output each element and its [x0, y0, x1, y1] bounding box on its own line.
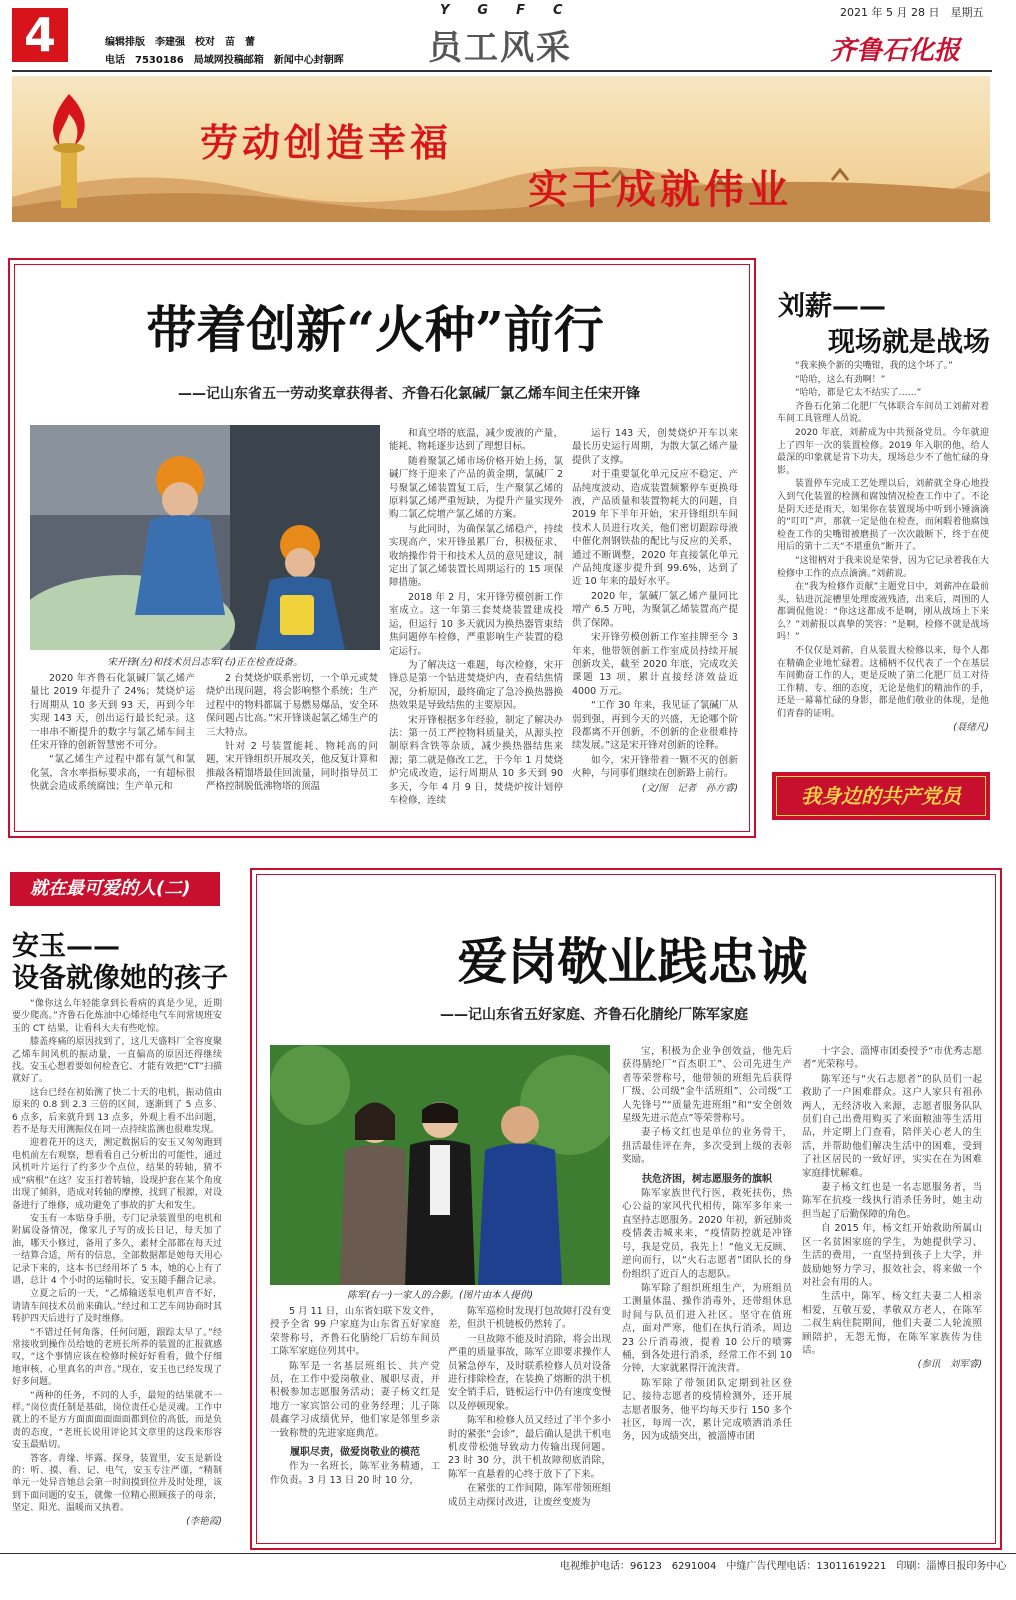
paragraph: 作为一名班长，陈军业务精通，工作负责。3 月 13 日 20 时 10 分，: [270, 1461, 440, 1486]
paragraph: 妻子杨文红也是单位的业务骨干，扭活最佳评在奔，多次受到上级的表彰奖励。: [622, 1127, 792, 1166]
sidebar2-title-line1: 安玉——: [12, 931, 120, 962]
article1-column-1: [30, 672, 195, 795]
editor-info: [105, 34, 344, 70]
great-wall-illustration: [12, 152, 990, 222]
article2-photo-caption: 陈军(右一)一家人的合影。(图片由本人提供): [347, 1290, 533, 1301]
paragraph: 答客、青缘、毕露、探身，装置里，安玉是新设的：听、摸、看、记、电气，安玉专注严谨，“精制单元一处异音她总会第一时间摸到位并及时处理，该到下面问题的安玉，就像一位精心照顾孩子的母亲，坚定、阳光、温暖而又执着。: [12, 1453, 222, 1514]
banner-slogan-1: 劳动创造幸福: [200, 120, 453, 165]
article2-subhead-2: 扶危济困，树志愿服务的旗帜: [642, 1173, 772, 1185]
article2-column-4: [802, 1045, 982, 1372]
article1-photo-caption: 宋开锋(左)和技术员吕志军(右)正在检查设备。: [107, 657, 303, 668]
paragraph: “哈哈，这么有劲啊！”: [795, 374, 886, 385]
article2-byline: (参讯 刘军睿): [917, 1359, 982, 1371]
paper-name-logo: 齐鲁石化报: [830, 36, 961, 66]
paragraph: 妻子杨文红也是一名志愿服务者，当陈军在抗疫一线执行消杀任务时，她主动担当起了后勤保障的角色。: [802, 1182, 982, 1220]
article1-column-3: [389, 427, 563, 808]
paragraph: 对于重要氯化单元反应不稳定、产品纯度波动、造成装置频繁停车更换母液，产品质量和装置物耗大的问题，自 2019 年下半年开始，宋开锋组织车间技术人员进行攻关，他们密切跟踪母液中催化剂钢铁盐的配比与反应的关系，通过不断调整，2020 年直接氯化单元产品纯度逐步提升到 99.6%，达到了近 10 年来的最好水平。: [572, 469, 738, 588]
paragraph: 迎着花开的这天，测定数据后的安玉又匆匆跑到电机前左右观察，想看看自己分析出的可能性，通过风机叶片运行了约多少个点位，结果的转轴，猜不成“病根”在这？安玉打着转轴，设现护套在某个角度出现了倾斜，造成对转轴的摩擦，找到了根源，对设备进行了维修，成功避免了事故的扩大和发生。: [12, 1138, 222, 1211]
article1-subtitle: ——记山东省五一劳动奖章获得者、齐鲁石化氯碱厂氯乙烯车间主任宋开锋: [178, 386, 640, 402]
paragraph: “哈哈，都是它太不结实了……”: [795, 388, 922, 399]
article2-column-2: [448, 1305, 611, 1510]
paragraph: 随着聚氯乙烯市场价格开始上扬，氯碱厂终于迎来了产品的黄金期，氯碱厂 2 号聚氯乙烯装置复工后，生产聚氯乙烯的原料氯乙烯严重短缺，为提升产量实现外购二氯乙烷增产氯乙烯的方案。: [389, 455, 563, 521]
issue-date: 2021 年 5 月 28 日 星期五: [840, 6, 984, 19]
article1-column-2: [206, 672, 378, 795]
paragraph: 立夏之后的一天，“乙烯输送泵电机声音不好，请请车间技术员前来确认。”经过和工艺车间协商时其转护四天后进行了及时维修。: [12, 1289, 222, 1325]
paragraph: 陈军巡检时发现打包故障打没有变差，但洪干机链板仍然转了。: [448, 1306, 611, 1331]
editor-line: 编辑排版 李建强 校对 苗 蕾: [105, 37, 255, 48]
paragraph: 2020 年底，刘薪成为中共预备党员。今年就迎上了四年一次的装置检修。2019 年入职的他，给人最深的印象就是肯下功夫，现场总少不了他忙碌的身影。: [777, 427, 989, 476]
paragraph: 膝盖疼痛的原因找到了，这几天盛料厂全容度聚乙烯车间风机的振动量，一直偏高的原因还得继续找。安玉心想着要如何检查它、才能有效把“CT”扫描就好了。: [12, 1037, 222, 1085]
column-stamp: [772, 772, 990, 820]
torch-icon: [34, 84, 104, 214]
paragraph: 这台已经在初始测了快二十天的电机，振动值由原来的 0.8 到 2.3 三倍的区间，逐渐到了 5 点多、6 点多，后来就升到 13 点多，外观上看不出问题，若不是每天用测振仪在同一点持续监测也很难发现。: [12, 1087, 222, 1136]
sidebar2-byline: (李艳霞): [186, 1515, 222, 1527]
paragraph: 和真空塔的底温，减少废液的产量，能耗、物耗逐步达到了理想目标。: [389, 428, 563, 453]
paragraph: 宋开锋根据多年经验，制定了解决办法：第一员工严控物料质量关，从源头控制原料含铁等杂质，减少换热器结焦来源；第二就是修改工艺，于今年 1 月焚烧炉完成改造，运行周期从 10 多天到 90 多天，今年 4 月 9 日，焚烧炉按计划停车检修，连续: [389, 714, 563, 806]
paragraph: 安玉有一本贴身手册，专门记录装置里的电机和附属设备情况，像家儿子写的成长日记，每天加了油，哪天小修过，备用了多久，素材全部都在每天过一结算合适，所有的信息，全部数据都是她每天用心记录下来的，这本书已经用坏了 5 本，她的心上有了谱，总计 4 个小时的运输时长，安玉随手翻合记录。: [12, 1213, 222, 1286]
article2-column-1: [270, 1305, 440, 1488]
paragraph: “像你这么年轻能拿到长看病的真是少见，近期要少爬高。”齐鲁石化炼油中心烯烃电气车间常规班安玉的 CT 结果，让看科大夫有些吃惊。: [12, 999, 222, 1034]
paragraph: 与此同时，为确保氯乙烯稳产，持续实现高产，宋开锋虽累厂台，积极征求、收纳操作骨干和技术人员的意见建议，制定出了氯乙烯装置长周期运行的 15 项保障措施。: [389, 523, 563, 589]
sidebar1-body: [777, 360, 989, 734]
footer-info: 电视维护电话：96123 6291004 中缝广告代理电话：13011619221 印刷：淄博日报印务中心: [560, 1561, 1007, 1572]
paragraph: 宋开锋劳模创新工作室挂牌至今 3 年来，他带领创新工作室成员持续开展创新攻关，截至 2020 年底，完成攻关课题 13 项，累计直接经济效益近 4000 万元。: [572, 632, 738, 697]
paragraph: 装置停车完成工艺处理以后，刘薪就全身心地投入到气化装置的检测和腐蚀情况检查工作中了。不论是阴天还是雨天，如果你在装置现场中听到小锤滴滴的“叮叮”声，那就一定是他在检查，而闲暇着他腐蚀检查工作的尖嘴钳被磨损了一次次敲断下，终于在使用后的第十二天“不堪重负”断开了。: [777, 479, 989, 553]
section-title: 员工风采: [428, 28, 572, 68]
stamp-label: 我身边的共产党员: [801, 784, 961, 808]
section-pinyin: YGFC: [440, 3, 591, 18]
paragraph: 在紧张的工作间隙，陈军带领班组成员主动探讨改进，让废丝变废为: [448, 1483, 611, 1508]
sidebar2-column-label: 就在最可爱的人(二): [10, 872, 220, 906]
paragraph: 生活中，陈军、杨文红夫妻二人相亲相爱，互敬互爱，孝敬双方老人，在陈军二叔生病住院期间，他们夫妻二人轮流照顾陪护，无怨无悔，在陈军家族传为佳话。: [802, 1291, 982, 1356]
sidebar2-title-line2: 设备就像她的孩子: [12, 963, 228, 994]
paragraph: “工作 30 年来，我见证了氯碱厂从弱到强，再到今天的兴盛，无论哪个阶段都离不开创新，不创新的企业很难持续发展。”这是宋开锋对创新的诠释。: [572, 700, 738, 752]
paragraph: “不错过任何角落，任何问题，跟踪太早了。”经常接收到操作员给她的老班长所养的装置的汇报就感叹，“这个事情应该在检修时候好好看看，做个仔细地审核、心里真名的声音。”现在，安玉也已经发现了好多问题。: [12, 1327, 222, 1388]
paragraph: 陈军是一名基层班组长、共产党员，在工作中爱岗敬业、履职尽责，并积极参加志愿服务活动；妻子杨文红是地方一家宾馆公司的业务经理；儿子陈晨鑫学习成绩优异，他们家是邻里乡亲一致称赞的先进家庭典范。: [270, 1360, 440, 1439]
footer-rule: [0, 1553, 1016, 1554]
masthead-rule: [12, 70, 992, 72]
paragraph: 陈军家族世代行医，救死扶伤，热心公益的家风代代相传，陈军多年来一直坚持志愿服务。2020 年初，新冠肺炎疫情袭击城来来，“疫情防控就是冲锋号，我是党员，我先上！”他义无反顾、逆向而行，以“火石志愿者”团队长的身份组织了近百人的志愿队。: [622, 1188, 792, 1280]
paragraph: 如今，宋开锋带着一颗不灭的创新火种，与同事们继续在创新路上前行。: [572, 754, 738, 780]
stamp-border: [776, 776, 986, 816]
article1-title: 带着创新“火种”前行: [146, 300, 604, 359]
sidebar1-byline: (聂绪凡): [953, 721, 989, 733]
paragraph: “氯乙烯生产过程中都有氯气和氯化氢，含水率指标要求高，一有超标很快就会造成系统腐蚀；生产单元和: [30, 754, 195, 793]
article1-byline: (文/图 记者 孙方睿): [641, 782, 738, 794]
paragraph: 2018 年 2 月，宋开锋劳模创新工作室成立。这一年第三套焚烧装置建成投运，但运行 10 多天就因为换热器管束结焦问题停车检修，严重影响生产装置的稳定运行。: [389, 591, 563, 657]
paragraph: 2 台焚烧炉联系密切，一个单元或焚烧炉出现问题，将会影响整个系统；生产过程中的物料都属于易燃易爆品，安全环保问题占比高。”宋开锋谈起氯乙烯生产的三大特点。: [206, 673, 378, 738]
paragraph: 2020 年齐鲁石化氯碱厂氯乙烯产量比 2019 年提升了 24%；焚烧炉运行周期从 10 多天到 93 天，再到今年实现 143 天，创出运行最长纪录。这一串串不断提升的数字与氯乙烯车间主任宋开锋的创新智慧密不可分。: [30, 673, 195, 752]
article1-column-4: [572, 427, 738, 795]
paragraph: 陈军除了组织班组生产，为班组员工测量体温、操作消毒外，还带组休息时间与队员们进入社区。坚守在值班点，面对严寒，他们在执行消杀，周边 23 公斤消毒液，提着 10 公斤的喷雾桶，到各处进行消杀，经常工作不到 10 分钟，大家就累得汗流浃背。: [622, 1282, 792, 1375]
paragraph: 不仅仅是刘薪，自从装置大检修以来，每个人都在精确企业地忙碌着。这桶柄不仅代表了一个在基层车间勤奋工作的人，更是反映了第二化肥厂员工对待工作精、专、细的态度，无论是他们的精油作的手，还是一幕幕忙碌的身影，都是他们敬业的体现，是他们青春的证明。: [777, 646, 989, 720]
article2-title: 爱岗敬业践忠诚: [457, 932, 808, 991]
banner-slogan-2: 实干成就伟业: [528, 166, 792, 213]
sidebar1-title-line1: 刘薪——: [778, 291, 886, 322]
paragraph: 为了解决这一难题，每次检修，宋开锋总是第一个钻进焚烧炉内，查看结焦情况，分析原因，最终确定了急冷换热器换热效果是导致结焦的主要原因。: [389, 659, 563, 712]
paragraph: 针对 2 号装置能耗、物耗高的问题，宋开锋组织开展攻关，他反复计算和推敲各精馏塔最佳回流量，同时指导员工严格控制脱低沸物塔的顶温: [206, 741, 378, 793]
paragraph: 宝，积极为企业争创效益，他先后获得腈纶厂“百杰职工”、公司先进生产者等荣誉称号，他带领的班组先后获得厂级、公司级“金牛活班组”、公司级“工人先锋号”“质量先进班组”和“安全创效星级先进示范点”等荣誉称号。: [622, 1046, 792, 1125]
paragraph: 十字会、淄博市团委授予“市优秀志愿者”光荣称号。: [802, 1046, 982, 1071]
paragraph: 在“我为检修作贡献”主题党日中，刘薪冲在最前头，钻进沉淀槽里处理废液残渣，出来后，周围的人都调侃他说：“你这这都成不是啊，刚从战场上下来么？”刘薪报以真挚的笑容：“是啊，检修不就是战场吗！”: [777, 582, 989, 643]
article2-subtitle: ——记山东省五好家庭、齐鲁石化腈纶厂陈军家庭: [440, 1007, 748, 1023]
phone-line: 电话 7530186 局域网投稿邮箱 新闻中心封朝晖: [105, 55, 344, 66]
paragraph: 陈军还与“火石志愿者”的队员们一起救助了一户困难群众。这户人家只有祖孙两人，无经济收入来源，志愿者服务队队员们自己出费用购买了米面粮油等生活用品，并定期上门查看，陪伴关心老人的生活，并帮助他们解决生活中的困难，受到了社区居民的一致好评，实实在在为困难家庭排忧解难。: [802, 1073, 982, 1179]
article1-photo: [30, 425, 380, 650]
paragraph: 自 2015 年，杨文红开始救助所属山区一名贫困家庭的学生，为她提供学习、生活的费用，一直坚持到孩子上大学，并鼓励她努力学习，报效社会，将来做一个对社会有用的人。: [802, 1223, 982, 1288]
paragraph: “两种的任务，不同的人手，最短的结果就不一样。”岗位责任制是基础，岗位责任心是灵魂。工作中就上的不是方方面面面面面面都到位的高低，而是负责的态度，“老班长说用评论其文章里的这段来形容安玉最贴切。: [12, 1390, 222, 1451]
banner: [12, 76, 990, 222]
paragraph: 2020 年，氯碱厂氯乙烯产量同比增产 6.5 万吨，为聚氯乙烯装置高产提供了保障。: [572, 590, 738, 629]
article2-subhead-1: 履职尽责，做爱岗敬业的模范: [290, 1447, 420, 1459]
sidebar1-title-line2: 现场就是战场: [828, 327, 990, 358]
article2-photo: [270, 1045, 610, 1285]
sidebar2-body: [12, 998, 222, 1528]
paragraph: “这钳柄对于我来说是荣誉，因为它记录着我在大检修中工作的点点滴滴。”刘薪说。: [777, 555, 989, 579]
paragraph: “我来换个新的尖嘴钳，我的这个坏了。”: [795, 361, 953, 371]
paragraph: 一旦故障不能及时消除，将会出现严重的质量事故，陈军立即要求操作人员紧急停车，及时联系检修人员对设备进行排除检查，在装换了熔断的洪干机安全销手后，链板运行中仍有速度变慢以及停顿现象。: [448, 1333, 611, 1412]
article2-column-3: [622, 1045, 792, 1445]
page-number: 4: [12, 8, 68, 62]
paragraph: 运行 143 天，创焚烧炉开车以来最长历史运行周期，为散大氯乙烯产量提供了支撑。: [572, 428, 738, 466]
paragraph: 陈军和检修人员又经过了半个多小时的紧张“会诊”，最后确认是洪干机电机皮带松弛导致动力传输出现问题。23 时 30 分，洪干机故障彻底消除，陈军一直悬着的心终于放下了下来。: [448, 1415, 611, 1480]
paragraph: 陈军除了带领团队定期到社区登记、接待志愿者的疫情检测外，还开展志愿者服务，他平均每天步行 150 多个社区，每周一次，累计完成喷洒消杀任务，因为成绩突出，被淄博市团: [622, 1377, 792, 1443]
paragraph: 齐鲁石化第二化肥厂气体联合车间员工刘薪对着车间工具管理人员说。: [777, 401, 989, 425]
paragraph: 5 月 11 日，山东省妇联下发文件，授予全省 99 户家庭为山东省五好家庭荣誉称号，齐鲁石化腈纶厂后纺车间员工陈军家庭位列其中。: [270, 1306, 440, 1358]
